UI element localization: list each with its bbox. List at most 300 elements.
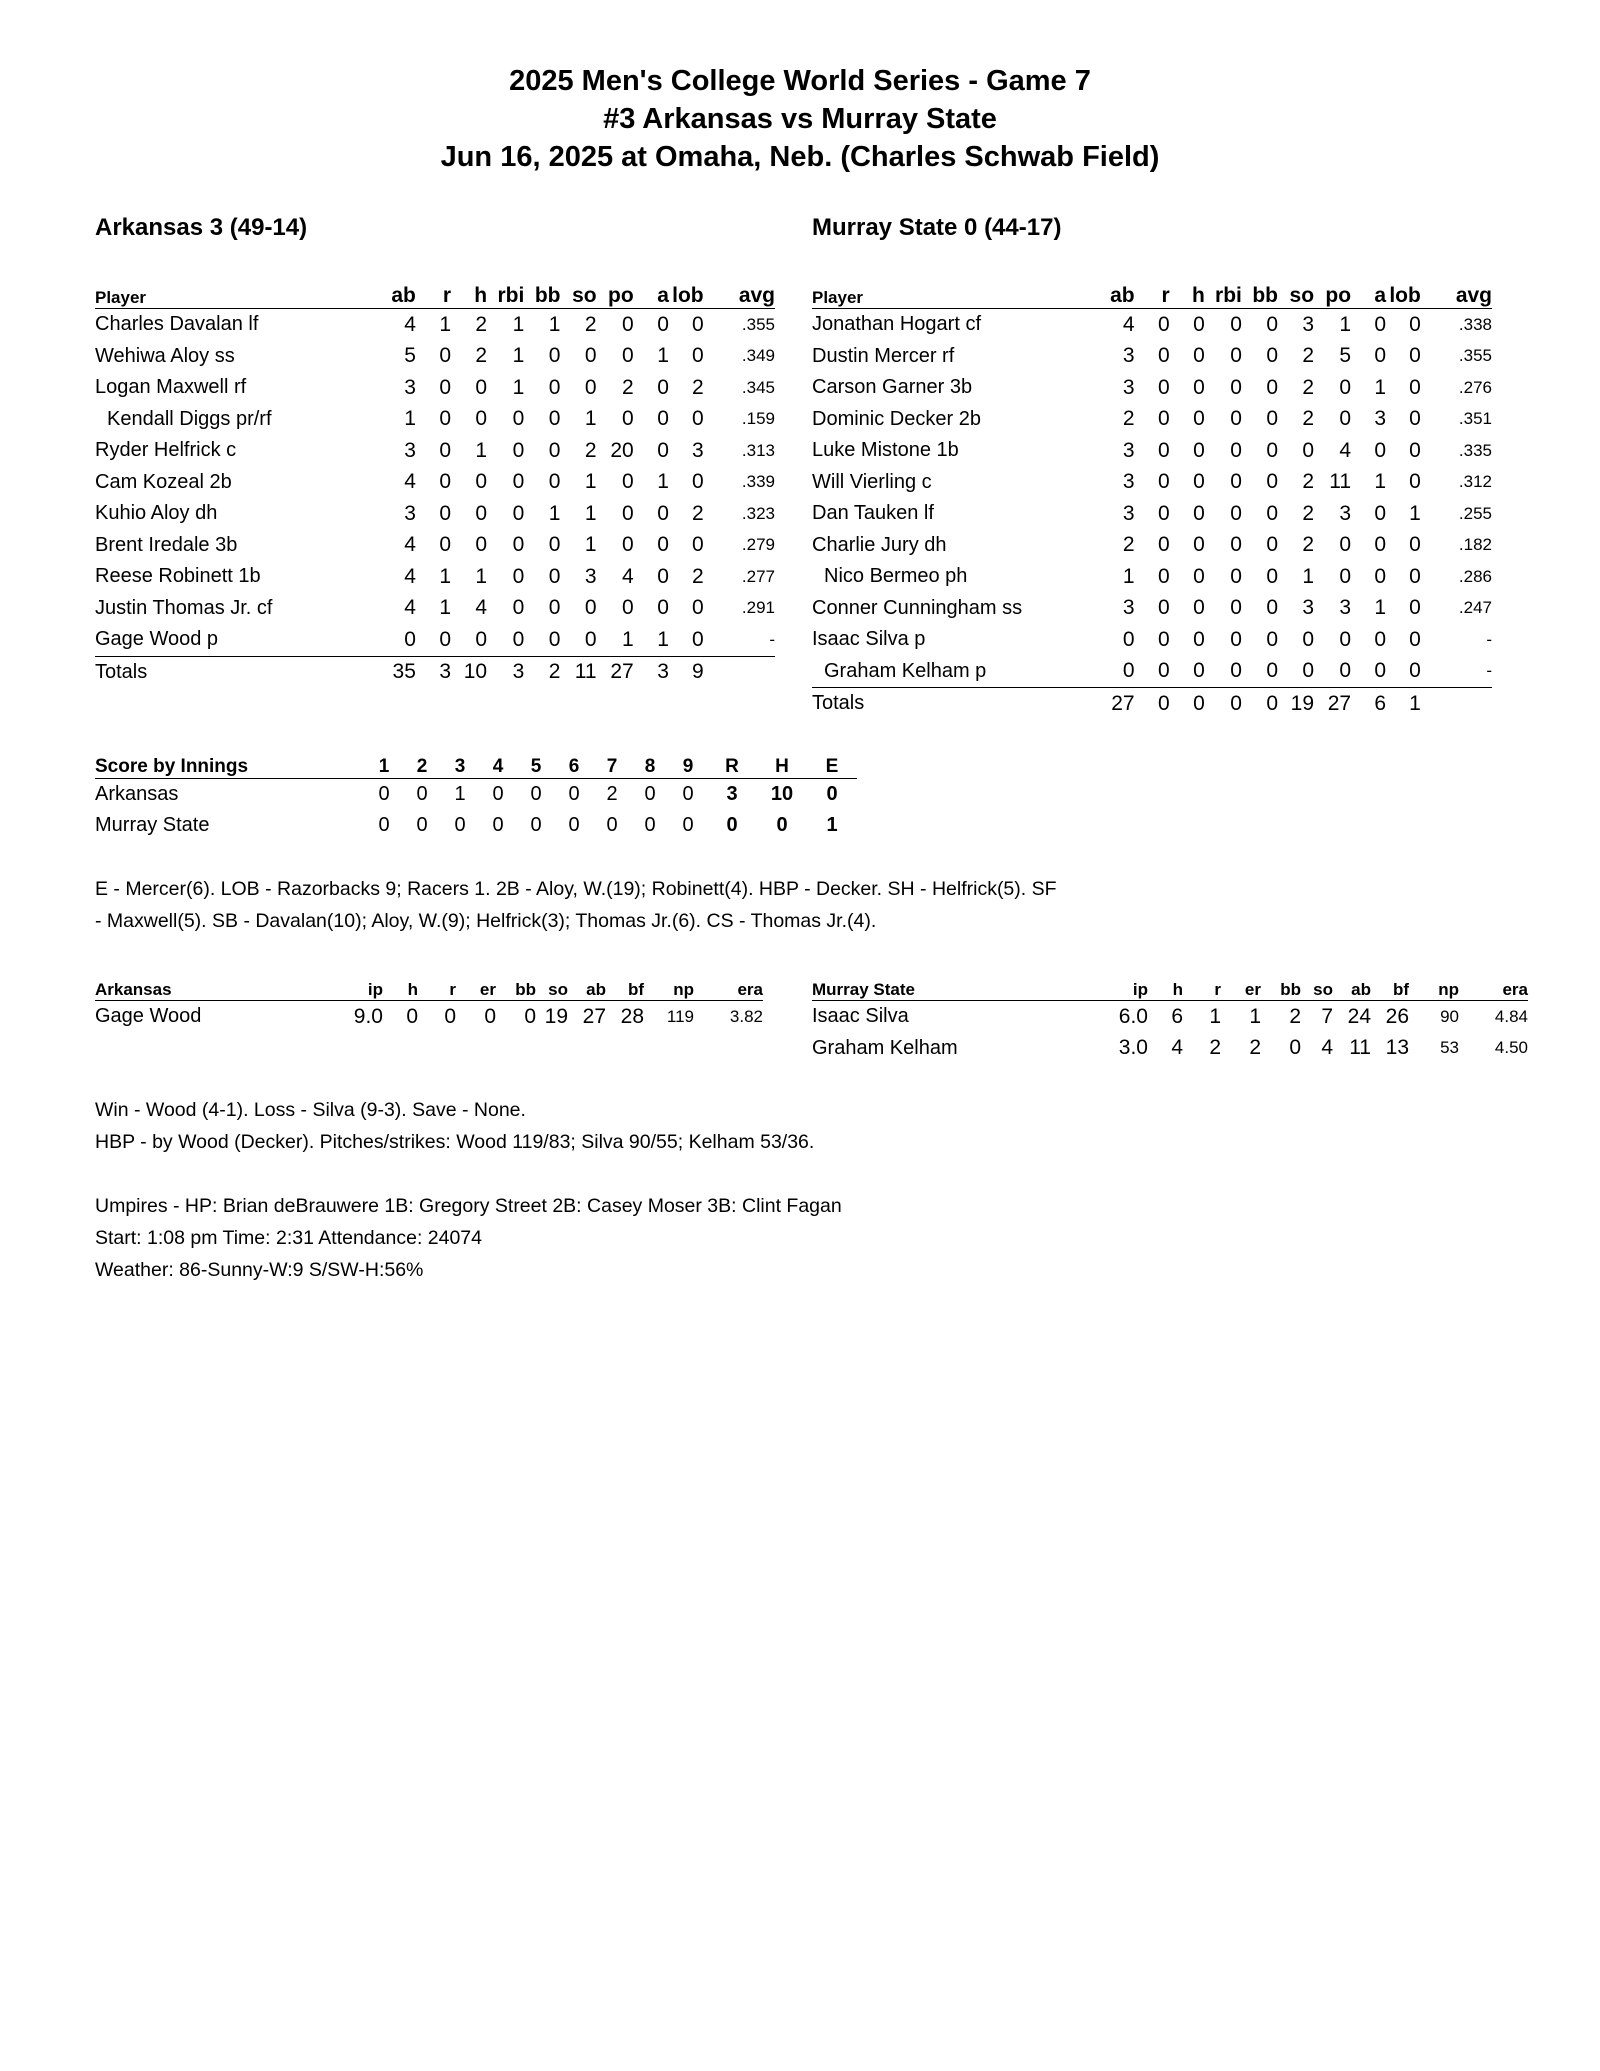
stat-h: 0 bbox=[475, 470, 488, 494]
pitching-team-label: Murray State bbox=[812, 978, 1100, 1001]
stat-ab: 4 bbox=[1122, 312, 1135, 336]
stat-avg: .247 bbox=[1458, 598, 1492, 618]
inning-header: 3 bbox=[441, 754, 479, 779]
total-po: 27 bbox=[1327, 691, 1352, 715]
column-header-a: a bbox=[1351, 284, 1386, 309]
stat-po: 0 bbox=[1339, 375, 1352, 399]
total-so: 19 bbox=[1290, 691, 1315, 715]
total-r: 0 bbox=[1157, 691, 1170, 715]
stat-rbi: 0 bbox=[512, 438, 525, 462]
stat-h: 0 bbox=[1193, 344, 1205, 368]
stat-lob: 0 bbox=[691, 533, 704, 557]
stat-r: 0 bbox=[1135, 656, 1170, 688]
player-name: Justin Thomas Jr. cf bbox=[95, 596, 273, 619]
player-name: Logan Maxwell rf bbox=[95, 376, 247, 399]
stat-r: 0 bbox=[1157, 501, 1170, 525]
matchup-title: #3 Arkansas vs Murray State bbox=[603, 103, 997, 135]
stat-a: 0 bbox=[657, 596, 669, 620]
stat-ab: 3 bbox=[1122, 470, 1135, 494]
stat-po: 0 bbox=[622, 312, 634, 336]
stat-avg: .351 bbox=[1458, 409, 1492, 429]
stat-a: 1 bbox=[657, 470, 669, 494]
inning-runs: 0 bbox=[644, 783, 656, 805]
stat-ab: 4 bbox=[404, 470, 416, 494]
linescore-row bbox=[95, 810, 857, 841]
pitcher-row bbox=[812, 1001, 1528, 1033]
pitcher-row bbox=[812, 1033, 1528, 1065]
stat-rbi: 0 bbox=[1230, 564, 1242, 588]
stat-lob: 0 bbox=[1409, 596, 1421, 620]
stat-bb: 0 bbox=[548, 564, 561, 588]
stat-so: 2 bbox=[584, 312, 597, 336]
stat-ab: 11 bbox=[1349, 1036, 1371, 1060]
player-name: Nico Bermeo ph bbox=[824, 565, 968, 588]
column-header-so: so bbox=[1278, 284, 1314, 309]
column-header-er: er bbox=[456, 978, 496, 1001]
column-header-r: r bbox=[418, 978, 456, 1001]
stat-h: 0 bbox=[1193, 564, 1205, 588]
rhe-value: 1 bbox=[826, 814, 838, 836]
column-header-ip: ip bbox=[335, 978, 383, 1001]
stat-so: 0 bbox=[1278, 656, 1314, 688]
inning-header: 8 bbox=[631, 754, 669, 779]
stat-a: 0 bbox=[1351, 656, 1386, 688]
total-r: 3 bbox=[439, 660, 452, 684]
stat-h: 0 bbox=[1193, 375, 1205, 399]
stat-so: 3 bbox=[584, 564, 597, 588]
stat-po: 0 bbox=[622, 344, 634, 368]
player-name: Reese Robinett 1b bbox=[95, 565, 261, 588]
column-header-bb: bb bbox=[1242, 284, 1278, 309]
player-row bbox=[812, 656, 1492, 688]
stat-po: 0 bbox=[1314, 656, 1351, 688]
stat-so: 2 bbox=[1302, 375, 1315, 399]
stat-rbi: 0 bbox=[1230, 533, 1242, 557]
linescore-table bbox=[95, 754, 857, 841]
stat-so: 1 bbox=[584, 501, 597, 525]
player-name: Kuhio Aloy dh bbox=[95, 502, 218, 525]
stat-avg: .355 bbox=[741, 314, 775, 334]
stat-h: 1 bbox=[475, 564, 488, 588]
stat-h: 0 bbox=[451, 624, 487, 656]
stat-so: 2 bbox=[1302, 470, 1315, 494]
stat-po: 0 bbox=[1339, 407, 1352, 431]
stat-r: 0 bbox=[1157, 627, 1170, 651]
stat-a: 3 bbox=[1374, 407, 1387, 431]
stat-po: 0 bbox=[622, 470, 634, 494]
stat-po: 0 bbox=[1339, 533, 1352, 557]
stat-so: 2 bbox=[1302, 533, 1315, 557]
stat-lob: 0 bbox=[691, 312, 704, 336]
stat-a: 0 bbox=[1374, 501, 1387, 525]
stat-r: 1 bbox=[439, 596, 452, 620]
stat-lob: 3 bbox=[691, 438, 704, 462]
stat-ab: 4 bbox=[404, 564, 416, 588]
stat-lob: 0 bbox=[1409, 564, 1421, 588]
total-so: 11 bbox=[574, 660, 597, 684]
stat-r: 0 bbox=[439, 470, 452, 494]
home-team-heading: Murray State 0 (44-17) bbox=[812, 214, 1062, 241]
stat-r: 0 bbox=[439, 344, 452, 368]
player-name: Ryder Helfrick c bbox=[95, 439, 237, 462]
stat-bb: 0 bbox=[548, 596, 561, 620]
inning-header: 4 bbox=[479, 754, 517, 779]
batting-header-row bbox=[95, 284, 775, 309]
stat-h: 2 bbox=[475, 344, 488, 368]
stat-r: 0 bbox=[1157, 375, 1170, 399]
notes-line-2: - Maxwell(5). SB - Davalan(10); Aloy, W.(9); Helfrick(3); Thomas Jr.(6). CS - Thomas Jr.(4). bbox=[95, 910, 877, 932]
stat-h: 0 bbox=[475, 375, 488, 399]
totals-row bbox=[812, 688, 1492, 720]
pitching-header-row bbox=[812, 978, 1528, 1001]
stat-ab: 4 bbox=[404, 596, 416, 620]
stat-r: 1 bbox=[1209, 1004, 1221, 1028]
date-venue: Jun 16, 2025 at Omaha, Neb. (Charles Schwab Field) bbox=[440, 141, 1160, 173]
stat-po: 2 bbox=[622, 375, 634, 399]
total-rbi: 0 bbox=[1230, 691, 1242, 715]
column-header-np: np bbox=[644, 978, 694, 1001]
stat-avg: .312 bbox=[1458, 472, 1492, 492]
stat-avg: .313 bbox=[741, 440, 775, 460]
stat-er: 1 bbox=[1249, 1004, 1261, 1028]
stat-avg: .339 bbox=[741, 472, 775, 492]
player-name: Brent Iredale 3b bbox=[95, 533, 238, 556]
column-header-a: a bbox=[634, 284, 669, 309]
stat-a: 0 bbox=[1374, 627, 1387, 651]
stat-lob: 0 bbox=[1409, 470, 1421, 494]
stat-a: 0 bbox=[657, 501, 669, 525]
stat-po: 0 bbox=[622, 407, 634, 431]
stat-a: 0 bbox=[1374, 533, 1387, 557]
player-name: Dan Tauken lf bbox=[812, 502, 934, 525]
stat-a: 1 bbox=[634, 624, 669, 656]
stat-po: 3 bbox=[1339, 596, 1352, 620]
pitcher-name: Gage Wood bbox=[95, 1005, 202, 1028]
stat-so: 19 bbox=[544, 1004, 568, 1028]
column-header-lob: lob bbox=[1386, 284, 1421, 309]
stat-a: 0 bbox=[657, 407, 669, 431]
stat-r: 1 bbox=[439, 312, 452, 336]
column-header-np: np bbox=[1409, 978, 1459, 1001]
stat-avg: .345 bbox=[741, 377, 775, 397]
stat-avg: .349 bbox=[741, 346, 775, 366]
player-name: Kendall Diggs pr/rf bbox=[107, 407, 272, 430]
stat-bb: 0 bbox=[1266, 438, 1278, 462]
player-row bbox=[812, 341, 1492, 373]
linescore-title: Score by Innings bbox=[95, 754, 365, 779]
stat-avg: - bbox=[1486, 629, 1492, 649]
stat-h: 0 bbox=[475, 533, 488, 557]
stat-bb: 0 bbox=[1266, 470, 1278, 494]
stat-ab: 3 bbox=[1122, 344, 1135, 368]
pitching-header-row bbox=[95, 978, 763, 1001]
stat-era: 4.50 bbox=[1494, 1038, 1528, 1058]
stat-rbi: 0 bbox=[1230, 375, 1242, 399]
stat-bf: 26 bbox=[1385, 1004, 1409, 1028]
stat-h: 0 bbox=[1193, 407, 1205, 431]
stat-h: 4 bbox=[1171, 1036, 1183, 1060]
player-name: Cam Kozeal 2b bbox=[95, 470, 232, 493]
column-header-player: Player bbox=[95, 284, 372, 309]
player-name: Luke Mistone 1b bbox=[812, 439, 959, 462]
stat-rbi: 0 bbox=[512, 564, 525, 588]
column-header-ab: ab bbox=[1091, 284, 1134, 309]
stat-r: 0 bbox=[1157, 438, 1170, 462]
player-name: Dominic Decker 2b bbox=[812, 407, 981, 430]
stat-bb: 1 bbox=[548, 312, 561, 336]
stat-so: 0 bbox=[584, 596, 597, 620]
stat-ab: 3 bbox=[404, 438, 416, 462]
stat-ab: 3 bbox=[1122, 438, 1135, 462]
player-row bbox=[812, 467, 1492, 499]
stat-avg: .355 bbox=[1458, 346, 1492, 366]
stat-lob: 0 bbox=[1386, 656, 1421, 688]
stat-rbi: 0 bbox=[1230, 627, 1242, 651]
stat-a: 0 bbox=[657, 375, 669, 399]
stat-po: 0 bbox=[622, 501, 634, 525]
stat-bb: 0 bbox=[548, 407, 561, 431]
stat-rbi: 0 bbox=[512, 596, 525, 620]
total-lob: 9 bbox=[691, 660, 704, 684]
stat-bb: 1 bbox=[548, 501, 561, 525]
player-row bbox=[95, 624, 775, 656]
stat-so: 2 bbox=[1302, 501, 1315, 525]
stat-r: 0 bbox=[1157, 344, 1170, 368]
stat-bb: 0 bbox=[1266, 344, 1278, 368]
stat-np: 119 bbox=[666, 1006, 694, 1026]
column-header-r: r bbox=[1183, 978, 1221, 1001]
stat-rbi: 0 bbox=[1230, 501, 1242, 525]
player-row bbox=[812, 498, 1492, 530]
stat-avg: .291 bbox=[741, 598, 775, 618]
stat-a: 0 bbox=[657, 312, 669, 336]
stat-ab: 0 bbox=[1091, 656, 1134, 688]
column-header-lob: lob bbox=[669, 284, 704, 309]
stat-lob: 0 bbox=[691, 344, 704, 368]
stat-avg: .323 bbox=[741, 503, 775, 523]
player-name: Conner Cunningham ss bbox=[812, 596, 1023, 619]
stat-np: 53 bbox=[1440, 1038, 1459, 1058]
stat-ab: 4 bbox=[404, 312, 416, 336]
stat-ip: 3.0 bbox=[1118, 1036, 1148, 1060]
stat-avg: .255 bbox=[1458, 503, 1492, 523]
game-info bbox=[95, 1190, 1175, 1286]
stat-rbi: 0 bbox=[1230, 344, 1242, 368]
inning-header: 5 bbox=[517, 754, 555, 779]
total-lob: 1 bbox=[1409, 691, 1421, 715]
column-header-r: r bbox=[1135, 284, 1170, 309]
stat-h: 1 bbox=[475, 438, 488, 462]
total-bb: 2 bbox=[548, 660, 561, 684]
inning-runs: 0 bbox=[378, 783, 390, 805]
stat-bb: 0 bbox=[1266, 533, 1278, 557]
stat-ab: 3 bbox=[404, 375, 416, 399]
stat-so: 1 bbox=[1302, 564, 1315, 588]
stat-ab: 1 bbox=[1122, 564, 1135, 588]
player-name: Carson Garner 3b bbox=[812, 376, 973, 399]
stat-rbi: 0 bbox=[512, 407, 525, 431]
stat-a: 1 bbox=[1374, 596, 1387, 620]
inning-header: 9 bbox=[669, 754, 707, 779]
stat-lob: 2 bbox=[691, 375, 704, 399]
total-rbi: 3 bbox=[512, 660, 525, 684]
player-name: Graham Kelham p bbox=[812, 656, 1091, 688]
stat-r: 0 bbox=[416, 624, 451, 656]
column-header-r: r bbox=[416, 284, 451, 309]
inning-runs: 0 bbox=[492, 814, 504, 836]
stat-bb: 0 bbox=[1266, 407, 1278, 431]
rhe-header-h: H bbox=[757, 754, 807, 779]
stat-lob: 0 bbox=[1409, 344, 1421, 368]
stat-rbi: 0 bbox=[1230, 312, 1242, 336]
inning-runs: 0 bbox=[682, 783, 694, 805]
stat-lob: 0 bbox=[1409, 533, 1421, 557]
stat-avg: - bbox=[1421, 656, 1492, 688]
stat-rbi: 0 bbox=[1230, 596, 1242, 620]
inning-runs: 0 bbox=[378, 814, 390, 836]
player-row bbox=[95, 593, 775, 625]
stat-bb: 0 bbox=[548, 375, 561, 399]
player-row bbox=[812, 561, 1492, 593]
stat-ab: 0 bbox=[1122, 627, 1135, 651]
stat-po: 0 bbox=[622, 596, 634, 620]
stat-so: 2 bbox=[1302, 344, 1315, 368]
stat-h: 0 bbox=[1193, 470, 1205, 494]
total-bb: 0 bbox=[1266, 691, 1278, 715]
stat-a: 0 bbox=[1374, 564, 1387, 588]
stat-ab: 3 bbox=[404, 501, 416, 525]
inning-header: 6 bbox=[555, 754, 593, 779]
player-row bbox=[95, 498, 775, 530]
stat-r: 0 bbox=[1157, 407, 1170, 431]
column-header-bb: bb bbox=[524, 284, 560, 309]
decisions-line: Win - Wood (4-1). Loss - Silva (9-3). Save - None. bbox=[95, 1099, 526, 1121]
stat-bb: 0 bbox=[524, 624, 560, 656]
column-header-era: era bbox=[1459, 978, 1528, 1001]
inning-runs: 0 bbox=[530, 814, 542, 836]
stat-avg: .286 bbox=[1458, 566, 1492, 586]
column-header-avg: avg bbox=[704, 284, 775, 309]
player-row bbox=[95, 435, 775, 467]
stat-so: 0 bbox=[560, 624, 596, 656]
stat-rbi: 1 bbox=[512, 375, 525, 399]
column-header-bf: bf bbox=[606, 978, 644, 1001]
stat-avg: .279 bbox=[741, 535, 775, 555]
stat-rbi: 0 bbox=[487, 624, 524, 656]
stat-lob: 0 bbox=[1409, 438, 1421, 462]
rhe-value: 0 bbox=[726, 814, 738, 836]
stat-h: 0 bbox=[1193, 533, 1205, 557]
stat-ab: 4 bbox=[404, 533, 416, 557]
stat-h: 0 bbox=[406, 1004, 418, 1028]
stat-so: 2 bbox=[1302, 407, 1315, 431]
player-row bbox=[812, 309, 1492, 341]
total-avg bbox=[1421, 688, 1492, 720]
stat-a: 1 bbox=[1374, 470, 1387, 494]
away-batting-table bbox=[95, 284, 775, 688]
totals-label: Totals bbox=[812, 692, 865, 715]
umpires-line: Umpires - HP: Brian deBrauwere 1B: Gregory Street 2B: Casey Moser 3B: Clint Fagan bbox=[95, 1195, 842, 1217]
stat-rbi: 0 bbox=[512, 470, 525, 494]
stat-lob: 0 bbox=[1409, 312, 1421, 336]
player-row bbox=[95, 372, 775, 404]
column-header-po: po bbox=[597, 284, 634, 309]
rhe-value: 10 bbox=[770, 783, 794, 805]
stat-h: 4 bbox=[475, 596, 488, 620]
stat-ab: 3 bbox=[1122, 501, 1135, 525]
column-header-bb: bb bbox=[1261, 978, 1301, 1001]
stat-a: 1 bbox=[1374, 375, 1387, 399]
inning-runs: 0 bbox=[568, 814, 580, 836]
stat-r: 0 bbox=[444, 1004, 456, 1028]
total-ab: 35 bbox=[392, 660, 416, 684]
stat-r: 2 bbox=[1209, 1036, 1221, 1060]
player-name: Isaac Silva p bbox=[812, 628, 926, 651]
stat-avg: .277 bbox=[741, 566, 775, 586]
total-po: 27 bbox=[610, 660, 634, 684]
stat-avg: .182 bbox=[1458, 535, 1492, 555]
batting-header-row bbox=[812, 284, 1492, 309]
stat-so: 2 bbox=[584, 438, 597, 462]
stat-po: 20 bbox=[610, 438, 634, 462]
stat-so: 1 bbox=[584, 470, 597, 494]
inning-runs: 0 bbox=[416, 783, 428, 805]
stat-bb: 2 bbox=[1289, 1004, 1301, 1028]
stat-rbi: 0 bbox=[1205, 656, 1242, 688]
inning-runs: 0 bbox=[644, 814, 656, 836]
stat-po: 1 bbox=[1339, 312, 1352, 336]
inning-runs: 1 bbox=[454, 783, 466, 805]
stat-rbi: 0 bbox=[1230, 438, 1242, 462]
stat-h: 0 bbox=[1193, 438, 1205, 462]
home-batting-table bbox=[812, 284, 1492, 720]
stat-lob: 0 bbox=[691, 470, 704, 494]
column-header-ab: ab bbox=[372, 284, 416, 309]
rhe-value: 0 bbox=[776, 814, 788, 836]
stat-lob: 2 bbox=[691, 501, 704, 525]
stat-avg: .338 bbox=[1458, 314, 1492, 334]
player-row bbox=[812, 435, 1492, 467]
column-header-so: so bbox=[1301, 978, 1333, 1001]
game-notes bbox=[95, 873, 1175, 937]
player-row bbox=[812, 530, 1492, 562]
stat-so: 0 bbox=[584, 375, 597, 399]
player-row bbox=[95, 341, 775, 373]
stat-rbi: 1 bbox=[512, 344, 525, 368]
linescore-row bbox=[95, 779, 857, 811]
stat-ip: 9.0 bbox=[353, 1004, 383, 1028]
stat-lob: 0 bbox=[691, 596, 704, 620]
inning-runs: 0 bbox=[568, 783, 580, 805]
stat-bb: 0 bbox=[1266, 627, 1278, 651]
game-header bbox=[0, 62, 1600, 176]
stat-lob: 0 bbox=[669, 624, 704, 656]
column-header-h: h bbox=[1148, 978, 1183, 1001]
player-row bbox=[812, 372, 1492, 404]
player-name: Will Vierling c bbox=[812, 470, 932, 493]
stat-po: 4 bbox=[622, 564, 634, 588]
stat-bb: 0 bbox=[1266, 564, 1278, 588]
stat-r: 0 bbox=[439, 407, 452, 431]
stat-bb: 0 bbox=[548, 438, 561, 462]
stat-lob: 0 bbox=[1409, 407, 1421, 431]
stat-rbi: 0 bbox=[512, 501, 525, 525]
stat-avg: .159 bbox=[741, 409, 775, 429]
stat-np: 90 bbox=[1440, 1006, 1459, 1026]
stat-r: 0 bbox=[1157, 470, 1170, 494]
column-header-h: h bbox=[1170, 284, 1205, 309]
decisions bbox=[95, 1094, 1175, 1158]
